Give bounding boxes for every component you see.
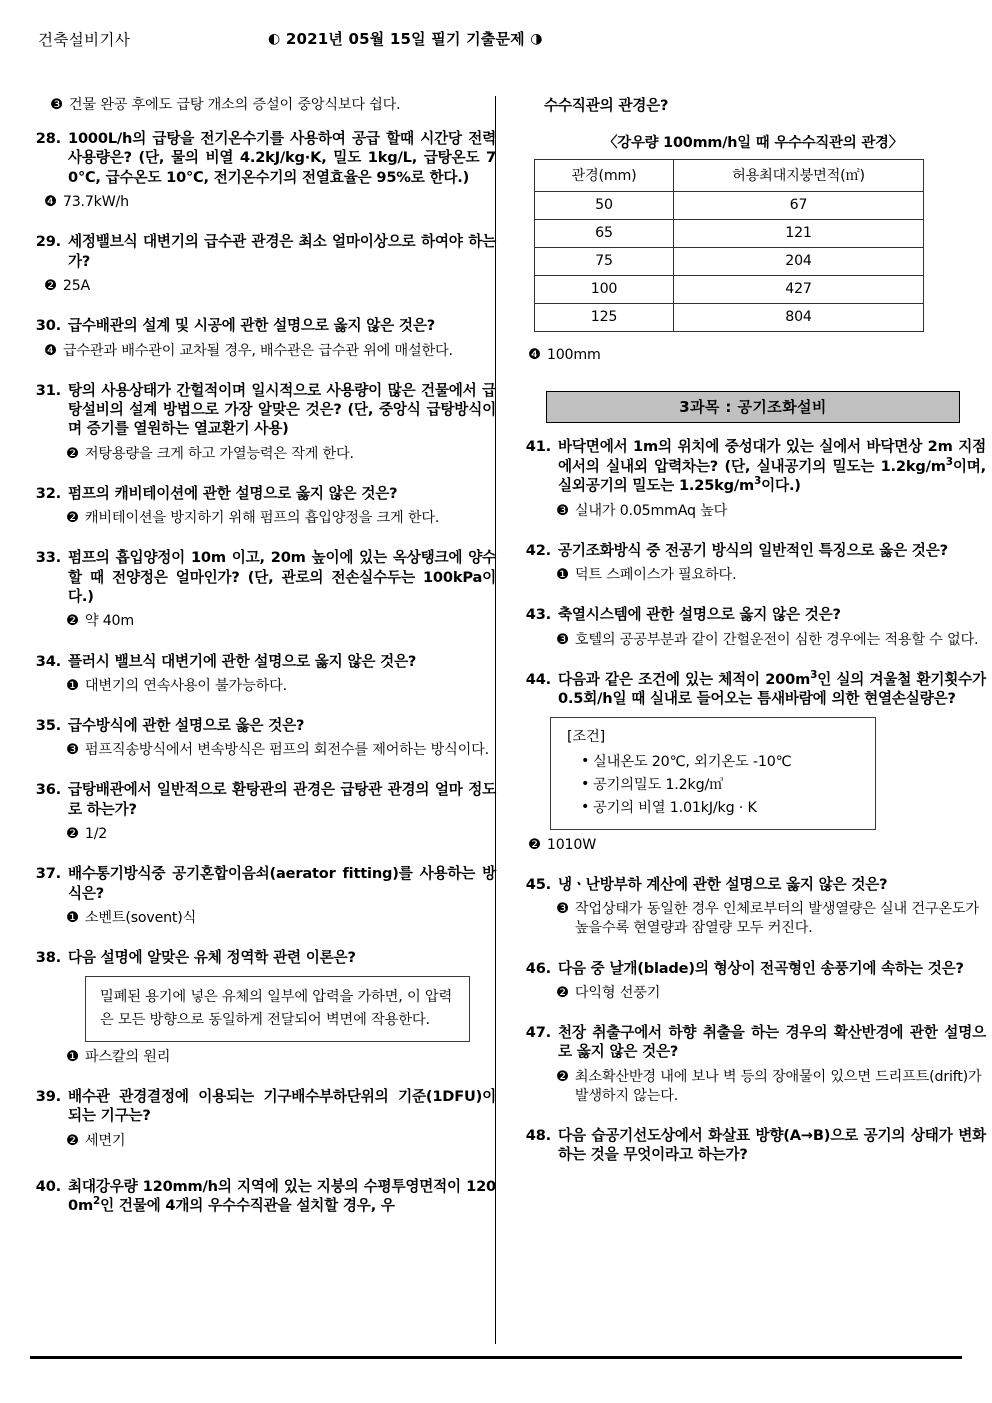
superscript-exponent: 3 [754, 475, 762, 488]
answer-option [30, 741, 496, 760]
answer-text: 1/2 [84, 826, 108, 843]
question-29 [30, 232, 496, 296]
table-cell-area: 204 [674, 248, 924, 276]
question-39 [30, 1087, 496, 1151]
answer-marker-icon: ❷ [66, 825, 79, 843]
table-cell-diameter: 65 [535, 220, 674, 248]
question-34 [30, 652, 496, 696]
answer-text: 소벤트(sovent)식 [84, 910, 197, 927]
question-number: 36. [35, 781, 61, 799]
question-stem [30, 316, 496, 335]
superscript-exponent: 3 [945, 455, 953, 468]
answer-marker-icon: ❸ [556, 501, 569, 519]
question-number: 35. [35, 716, 61, 734]
question-number: 42. [525, 541, 551, 559]
answer-text: 73.7kW/h [62, 194, 129, 211]
answer-marker-icon: ❹ [44, 341, 57, 359]
question-text: 1000L/h의 급탕을 전기온수기를 사용하여 공급 할때 시간당 전력사용량은? (단, 물의 비열 4.2kJ/kg·K, 밀도 1kg/L, 급탕온도 70℃, 급수온도 10℃, 전기온수기의 전열효율은 95%로 한다.) [68, 130, 496, 186]
question-44 [520, 670, 986, 855]
question-number: 32. [35, 484, 61, 502]
question-30 [30, 316, 496, 360]
question-number: 29. [35, 233, 61, 251]
question-number: 30. [35, 317, 61, 335]
question-40 [30, 1177, 496, 1216]
table-row [535, 276, 924, 304]
answer-option [30, 1132, 496, 1151]
condition-list-item: • 공기의밀도 1.2kg/㎥ [581, 774, 861, 797]
question-stem [30, 780, 496, 819]
question-43 [520, 605, 986, 649]
answer-text: 캐비테이션을 방지하기 위해 펌프의 흡입양정을 크게 한다. [84, 510, 440, 527]
question-text [558, 437, 986, 495]
question-stem [520, 605, 986, 624]
answer-marker-icon: ❷ [44, 277, 57, 295]
superscript-exponent: 3 [810, 668, 818, 681]
question-number: 47. [525, 1023, 551, 1041]
answer-option [520, 346, 986, 365]
question-text: 펌프의 캐비테이션에 관한 설명으로 옳지 않은 것은? [68, 484, 398, 502]
question-stem [520, 541, 986, 560]
question-stem [30, 484, 496, 503]
exam-title: 건축설비기사 [38, 31, 131, 49]
table-cell-area: 804 [674, 304, 924, 332]
question-stem [520, 959, 986, 978]
table-row [535, 192, 924, 220]
superscript-exponent: 2 [92, 1195, 101, 1208]
answer-option [30, 193, 496, 212]
question-text-part2: 인 실의 겨울철 환기횟수가 0.5회/h일 때 실내로 들어오는 틈새바람에 의한 현열손실량은? [558, 670, 986, 707]
question-number: 46. [525, 959, 551, 977]
exam-date-text: 2021년 05월 15일 필기 기출문제 [285, 30, 525, 48]
question-text-part1: 최대강우량 120mm/h의 지역에 있는 지붕의 수평투영면적이 1200m [68, 1177, 496, 1215]
answer-option [30, 509, 496, 528]
answer-marker-icon: ❸ [66, 741, 79, 759]
question-40-continuation: 수수직관의 관경은? [544, 97, 669, 114]
question-38 [30, 948, 496, 1067]
table-cell-area: 67 [674, 192, 924, 220]
question-stem [30, 864, 496, 903]
answer-text: 약 40m [84, 613, 134, 630]
answer-option [520, 502, 986, 521]
question-stem [30, 548, 496, 606]
answer-marker-icon: ❸ [556, 900, 569, 918]
answer-text: 파스칼의 원리 [84, 1048, 171, 1065]
question-stem [520, 1126, 986, 1165]
table-cell-diameter: 50 [535, 192, 674, 220]
question-number: 33. [35, 549, 61, 567]
question-stem [30, 716, 496, 735]
answer-marker-icon: ❶ [66, 1047, 79, 1065]
question-28 [30, 129, 496, 212]
answer-text: 저탕용량을 크게 하고 가열능력은 작게 한다. [84, 445, 354, 462]
question-text-part1: 다음과 같은 조건에 있는 체적이 200m [558, 670, 811, 688]
answer-option [520, 900, 986, 938]
half-circle-left-icon: ◐ [268, 31, 281, 47]
answer-text: 대변기의 연속사용이 불가능하다. [84, 677, 287, 694]
right-column [520, 96, 986, 1177]
answer-option [30, 277, 496, 296]
question-stem [30, 232, 496, 271]
answer-marker-icon: ❷ [66, 444, 79, 462]
question-text: 다음 중 날개(blade)의 형상이 전곡형인 송풍기에 속하는 것은? [558, 959, 964, 977]
table-cell-diameter: 125 [535, 304, 674, 332]
question-number: 28. [35, 130, 61, 148]
question-text [68, 1177, 496, 1216]
condition-list-item: • 공기의 비열 1.01kJ/kg · K [581, 797, 861, 820]
question-stem [520, 1023, 986, 1062]
answer-marker-icon: ❷ [528, 836, 541, 853]
question-text-part3: 이다.) [761, 477, 801, 495]
answer-option [520, 836, 986, 855]
page-bottom-rule [30, 1356, 962, 1359]
question-text: 공기조화방식 중 전공기 방식의 일반적인 특징으로 옳은 것은? [558, 541, 948, 559]
answer-text: 덕트 스페이스가 필요하다. [574, 567, 737, 584]
question-44-condition-box [550, 717, 876, 830]
answer-option [30, 1048, 496, 1067]
question-41 [520, 437, 986, 520]
condition-list [567, 751, 861, 820]
answer-text: 100mm [546, 347, 601, 364]
question-text: 세정밸브식 대변기의 급수관 관경은 최소 얼마이상으로 하여야 하는가? [68, 233, 496, 270]
question-35 [30, 716, 496, 760]
section-banner-subject-3: 3과목 : 공기조화설비 [546, 391, 960, 423]
question-stem [30, 129, 496, 187]
answer-marker-icon: ❷ [556, 983, 569, 1001]
question-number: 40. [35, 1177, 61, 1195]
question-stem [30, 381, 496, 439]
table-header-row [535, 160, 924, 192]
question-text: 천장 취출구에서 하향 취출을 하는 경우의 확산반경에 관한 설명으로 옳지 않은 것은? [558, 1023, 986, 1061]
question-number: 37. [35, 865, 61, 883]
question-31 [30, 381, 496, 464]
page-header [0, 28, 992, 58]
answer-text: 실내가 0.05mmAq 높다 [574, 502, 728, 519]
question-number: 44. [525, 670, 551, 688]
question-45 [520, 875, 986, 938]
answer-marker-icon: ❶ [66, 676, 79, 694]
question-stem [30, 652, 496, 671]
question-38-description-box [85, 976, 470, 1041]
table-cell-area: 121 [674, 220, 924, 248]
question-stem [520, 670, 986, 709]
condition-list-item: • 실내온도 20℃, 외기온도 -10℃ [581, 751, 861, 774]
question-stem [520, 437, 986, 495]
question-stem [30, 1087, 496, 1126]
question-text [558, 670, 986, 709]
answer-option [30, 342, 496, 361]
answer-marker-icon: ❹ [528, 346, 541, 364]
question-text-part2: 인 건물에 4개의 우수수직관을 설치할 경우, 우 [100, 1197, 395, 1215]
answer-marker-icon: ❶ [556, 566, 569, 584]
question-text: 다음 습공기선도상에서 화살표 방향(A→B)으로 공기의 상태가 변화하는 것을 무엇이라고 하는가? [558, 1126, 986, 1164]
answer-text: 호텔의 공공부분과 같이 간헐운전이 심한 경우에는 적용할 수 없다. [574, 631, 979, 648]
question-48 [520, 1126, 986, 1165]
question-33 [30, 548, 496, 631]
answer-marker-icon: ❸ [556, 630, 569, 648]
question-32 [30, 484, 496, 528]
answer-option [30, 96, 496, 115]
question-number: 39. [35, 1087, 61, 1105]
answer-text: 급수관과 배수관이 교차될 경우, 배수관은 급수관 위에 매설한다. [62, 342, 453, 359]
answer-option [30, 445, 496, 464]
table-row [535, 220, 924, 248]
question-47 [520, 1023, 986, 1106]
question-number: 34. [35, 652, 61, 670]
question-text: 냉ㆍ난방부하 계산에 관한 설명으로 옳지 않은 것은? [558, 876, 888, 894]
answer-marker-icon: ❹ [44, 193, 57, 211]
question-stem [520, 875, 986, 894]
answer-option [30, 909, 496, 928]
answer-text: 펌프직송방식에서 변속방식은 펌프의 회전수를 제어하는 방식이다. [84, 742, 489, 759]
question-text: 배수통기방식중 공기혼합이음쇠(aerator fitting)를 사용하는 방식은? [68, 865, 496, 902]
table-row [535, 248, 924, 276]
answer-marker-icon: ❷ [66, 509, 79, 527]
question-36 [30, 780, 496, 844]
question-stem [30, 948, 496, 967]
answer-marker-icon: ❷ [66, 612, 79, 630]
question-text: 다음 설명에 알맞은 유체 정역학 관련 이론은? [68, 949, 356, 967]
question-46 [520, 959, 986, 1003]
answer-text: 25A [62, 278, 91, 295]
answer-marker-icon: ❷ [556, 1067, 569, 1085]
table-header-cell: 관경(mm) [535, 160, 674, 192]
question-number: 48. [525, 1126, 551, 1144]
answer-option [30, 825, 496, 844]
question-text: 축열시스템에 관한 설명으로 옳지 않은 것은? [558, 606, 841, 624]
question-42 [520, 541, 986, 585]
question-text: 펌프의 흡입양정이 10m 이고, 20m 높이에 있는 옥상탱크에 양수할 때 전양정은 얼마인가? (단, 관로의 전손실수두는 100kPa이다.) [68, 549, 496, 606]
half-circle-right-icon: ◑ [530, 31, 543, 47]
answer-option [520, 566, 986, 585]
question-number: 41. [525, 438, 551, 456]
question-number: 38. [35, 949, 61, 967]
question-number: 43. [525, 606, 551, 624]
question-text: 급수방식에 관한 설명으로 옳은 것은? [68, 716, 305, 734]
question-number: 45. [525, 876, 551, 894]
question-37 [30, 864, 496, 928]
answer-text: 세면기 [84, 1132, 126, 1149]
question-text: 플러시 밸브식 대변기에 관한 설명으로 옳지 않은 것은? [68, 652, 417, 670]
question-stem [30, 1177, 496, 1216]
answer-text: 1010W [546, 837, 597, 853]
answer-option [520, 631, 986, 650]
answer-text: 건물 완공 후에도 급탕 개소의 증설이 중앙식보다 쉽다. [68, 97, 401, 113]
table-cell-area: 427 [674, 276, 924, 304]
question-number: 31. [35, 381, 61, 399]
table-cell-diameter: 75 [535, 248, 674, 276]
answer-option [520, 984, 986, 1003]
table-row [535, 304, 924, 332]
exam-date-title [268, 28, 543, 49]
answer-text: 최소확산반경 내에 보나 벽 등의 장애물이 있으면 드리프트(drift)가 발생하지 않는다. [574, 1068, 982, 1104]
question-text-part1: 바닥면에서 1m의 위치에 중성대가 있는 실에서 바닥면상 2m 지점에서의 실내외 압력차는? (단, 실내공기의 밀도는 1.2kg/m [558, 438, 986, 475]
description-box-text: 밀폐된 용기에 넣은 유체의 일부에 압력을 가하면, 이 압력은 모든 방향으로 동일하게 전달되어 벽면에 작용한다. [100, 989, 453, 1028]
question-text: 탕의 사용상태가 간헐적이며 일시적으로 사용량이 많은 건물에서 급탕설비의 설계 방법으로 가장 알맞은 것은? (단, 중앙식 급탕방식이며 증기를 열원하는 열교환기 사용) [68, 381, 496, 438]
answer-marker-icon: ❶ [66, 909, 79, 927]
answer-text: 다익형 선풍기 [574, 984, 661, 1001]
answer-text: 작업상태가 동일한 경우 인체로부터의 발생열량은 실내 건구온도가 높을수록 현열량과 잠열량 모두 커진다. [574, 901, 979, 937]
left-column [30, 96, 496, 1227]
answer-marker-icon: ❸ [50, 96, 63, 113]
answer-option [30, 677, 496, 696]
question-text: 배수관 관경결정에 이용되는 기구배수부하단위의 기준(1DFU)이 되는 기구는? [68, 1087, 496, 1125]
answer-marker-icon: ❷ [66, 1131, 79, 1149]
question-text: 급탕배관에서 일반적으로 환탕관의 관경은 급탕관 관경의 얼마 정도로 하는가? [68, 781, 496, 818]
table-cell-diameter: 100 [535, 276, 674, 304]
condition-box-title: [조건] [567, 729, 605, 746]
question-text: 급수배관의 설계 및 시공에 관한 설명으로 옳지 않은 것은? [68, 317, 435, 335]
answer-option [30, 612, 496, 631]
answer-option [520, 1068, 986, 1106]
table-header-cell: 허용최대지붕면적(㎡) [674, 160, 924, 192]
pipe-diameter-table [534, 159, 924, 332]
question-text-part2: 이며, 실외공기의 밀도는 1.25kg/m [558, 457, 986, 495]
table-caption: 〈강우량 100mm/h일 때 우수수직관의 관경〉 [603, 135, 903, 152]
